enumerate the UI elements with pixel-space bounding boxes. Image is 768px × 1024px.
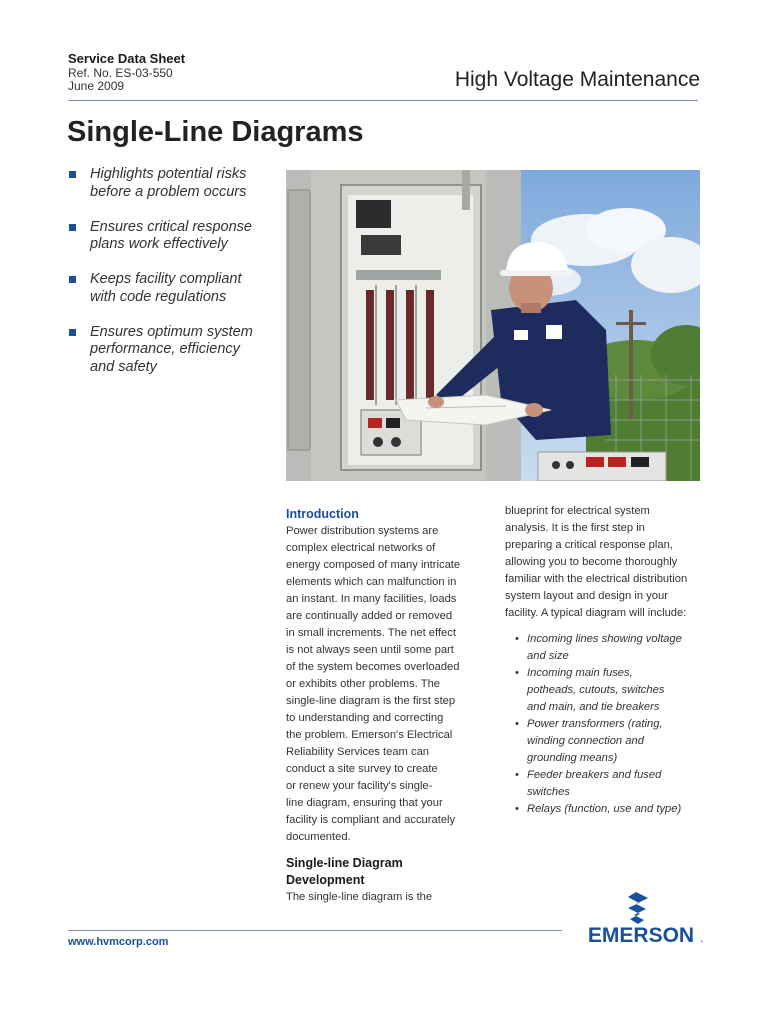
blueprint-body: blueprint for electrical system analysis. It is the first step in preparing a critical response plan, allowing you to become thoroughly familiar with the electrical distribution system layout and design in your facility. A typical diagram will include: (505, 505, 688, 619)
reference-number: Ref. No. ES-03-550 (68, 66, 173, 80)
highlight-item: Ensures critical response plans work effectively (68, 219, 273, 254)
list-item: • Relays (function, use and type) (515, 803, 682, 815)
highlight-item: Ensures optimum system performance, efficiency and safety (68, 324, 273, 377)
list-item: • Incoming main fuses, potheads, cutouts, switches and main, and tie breakers (515, 667, 665, 713)
list-item: • Feeder breakers and fused switches (515, 769, 662, 798)
highlight-item: Highlights potential risks before a problem occurs (68, 166, 273, 201)
intro-body: Power distribution systems are complex electrical networks of energy composed of many intricate elements which can malfunction in an instant. In many facilities, loads are continually added or removed in small increments. The net effect is not always seen until some part of the system becomes overloaded or exhibits other problems. The single-line diagram is the first step to understanding and correcting the problem. Emerson's Electrical Reliability Services team can conduct a site survey to create or renew your facility's single- line diagram, ensuring that your facility is compliant and accurately documented. (286, 525, 461, 843)
blueprint-column (505, 503, 705, 818)
doc-type: Service Data Sheet (68, 51, 186, 66)
page-title: Single-Line Diagrams (67, 116, 364, 148)
square-bullet-icon (69, 224, 76, 231)
diagram-includes-list (505, 631, 705, 818)
square-bullet-icon (69, 171, 76, 178)
square-bullet-icon (69, 329, 76, 336)
publish-date: June 2009 (68, 79, 125, 93)
emerson-logo (578, 890, 704, 948)
list-item: • Incoming lines showing voltage and size (515, 633, 682, 662)
highlight-item: Keeps facility compliant with code regulations (68, 271, 273, 306)
intro-heading: Introduction (286, 507, 359, 521)
development-text: The single-line diagram is the (286, 891, 433, 903)
highlights-list (68, 166, 273, 394)
intro-column (286, 506, 476, 906)
category-title: High Voltage Maintenance (454, 68, 700, 91)
emerson-emblem-icon (628, 892, 648, 924)
footer-divider (68, 930, 562, 931)
header-divider (68, 100, 698, 101)
website-link[interactable]: www.hvmcorp.com (68, 936, 169, 948)
development-heading: Single-line Diagram Development (286, 856, 403, 887)
square-bullet-icon (69, 276, 76, 283)
technician-photo (286, 170, 700, 481)
brand-wordmark: EMERSON (587, 924, 695, 947)
list-item: • Power transformers (rating, winding connection and grounding means) (515, 718, 663, 764)
svg-text:.: . (700, 931, 704, 945)
